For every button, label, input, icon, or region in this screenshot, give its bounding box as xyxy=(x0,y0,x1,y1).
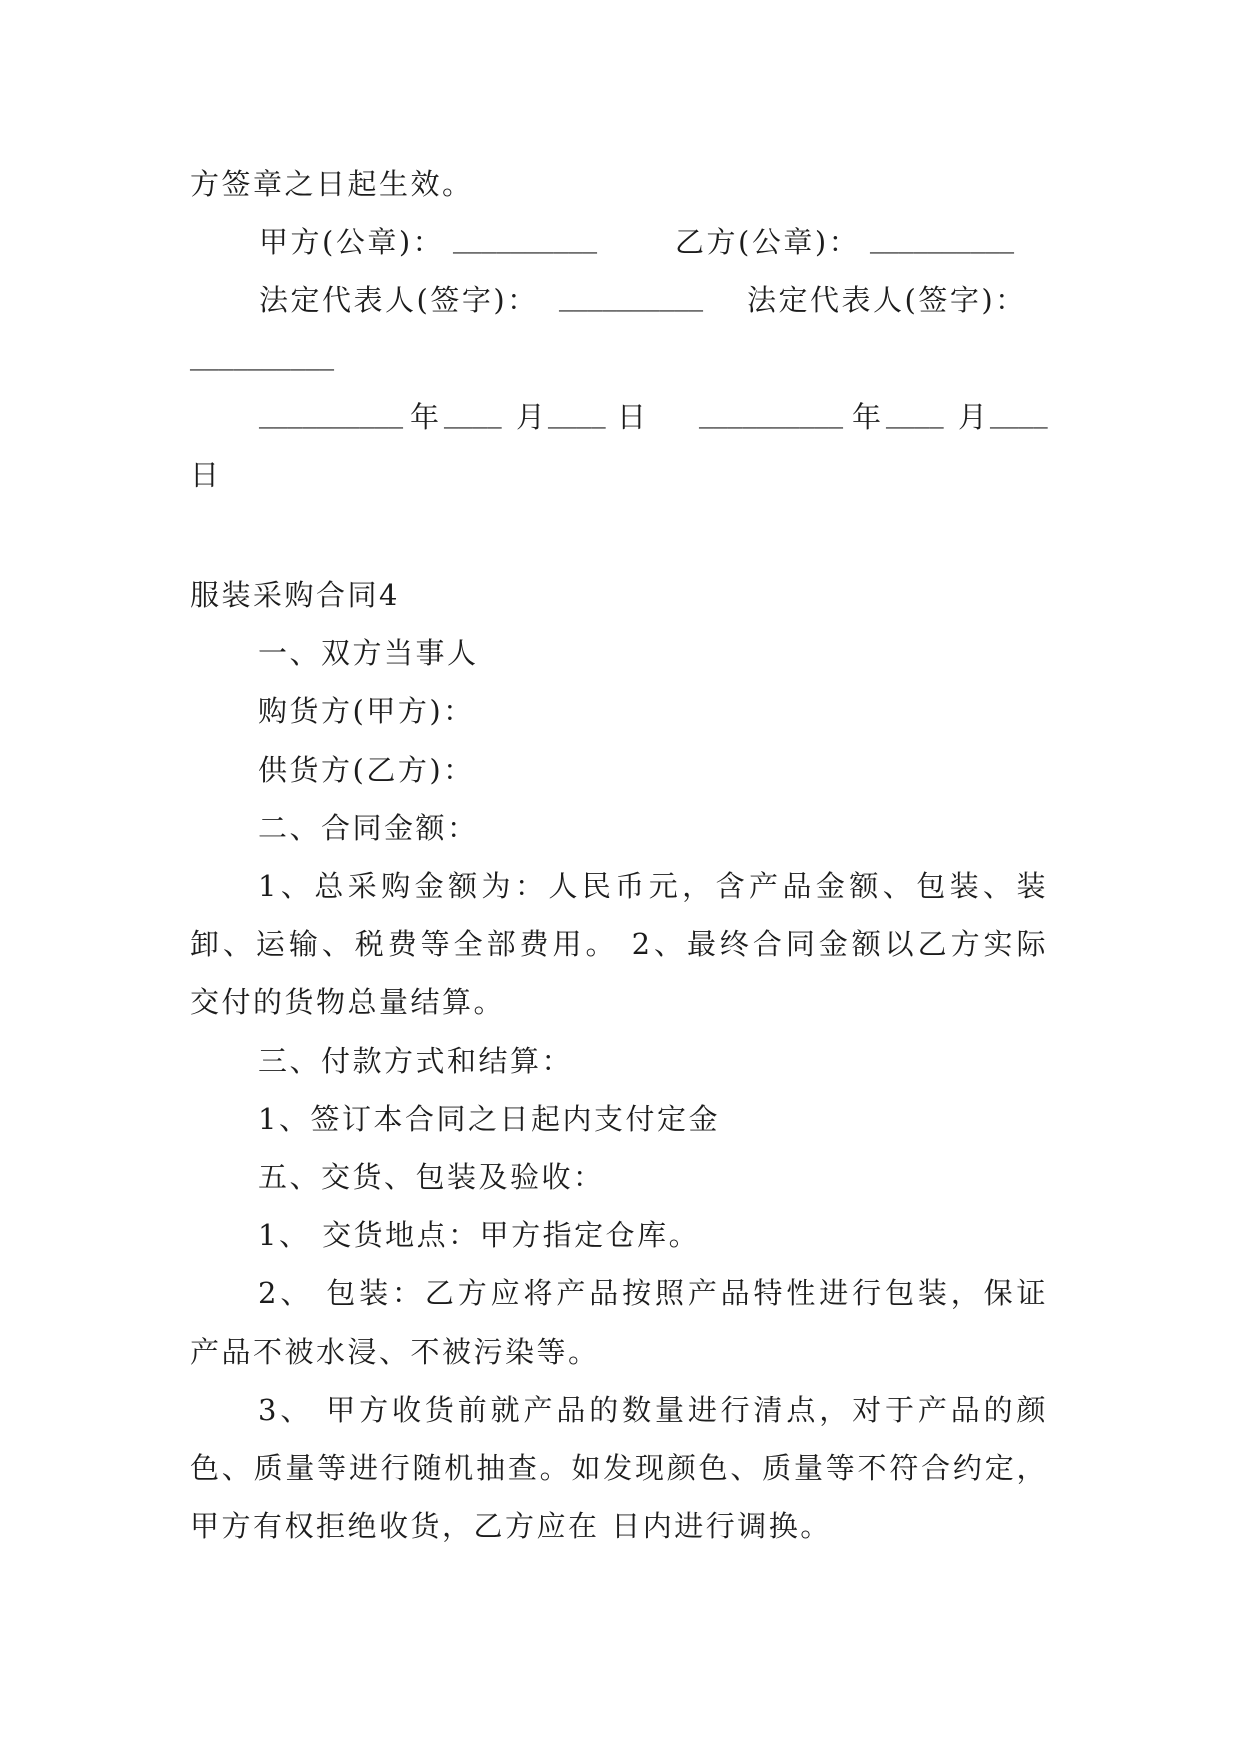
party-b-rep-blank: __________ xyxy=(190,349,335,376)
clause-amount-line: 卸、运输、税费等全部费用。 2、最终合同金额以乙方实际 xyxy=(190,927,1048,961)
section-heading-parties: 一、双方当事人 xyxy=(258,636,479,670)
buyer-field: 购货方(甲方)： xyxy=(258,694,475,728)
representative-row xyxy=(0,280,1241,320)
party-a-year-label: 年 xyxy=(410,400,442,434)
clause-packaging-line: 产品不被水浸、不被污染等。 xyxy=(190,1335,600,1369)
effective-clause-tail: 方签章之日起生效。 xyxy=(190,167,474,201)
party-a-month-blank: ____ xyxy=(444,407,502,434)
party-b-year-blank: __________ xyxy=(699,407,844,434)
party-b-day-label: 日 xyxy=(190,458,222,492)
party-b-day-blank: ____ xyxy=(990,407,1048,434)
party-a-rep-blank: __________ xyxy=(559,290,704,317)
party-b-seal-blank: __________ xyxy=(870,232,1015,259)
party-a-seal-blank: __________ xyxy=(453,232,598,259)
party-b-year-label: 年 xyxy=(852,400,884,434)
clause-amount-line: 交付的货物总量结算。 xyxy=(190,985,506,1019)
clause-inspection-line: 色、质量等进行随机抽查。如发现颜色、质量等不符合约定， xyxy=(190,1451,1048,1485)
party-a-seal-label: 甲方(公章)： xyxy=(259,225,445,259)
clause-packaging-line: 2、 包装：乙方应将产品按照产品特性进行包装，保证 xyxy=(258,1276,1048,1310)
clause-inspection-line: 3、 甲方收货前就产品的数量进行清点，对于产品的颜 xyxy=(258,1393,1048,1427)
party-b-month-label: 月 xyxy=(958,400,990,434)
party-a-year-blank: __________ xyxy=(259,407,404,434)
section-heading-delivery: 五、交货、包装及验收： xyxy=(258,1160,605,1194)
party-b-rep-label: 法定代表人(签字)： xyxy=(747,283,1027,317)
supplier-field: 供货方(乙方)： xyxy=(258,753,475,787)
party-a-day-blank: ____ xyxy=(548,407,606,434)
seal-row xyxy=(0,222,1241,262)
clause-payment-line: 1、签订本合同之日起内支付定金 xyxy=(258,1102,720,1136)
party-b-month-blank: ____ xyxy=(886,407,944,434)
section-heading-payment: 三、付款方式和结算： xyxy=(258,1044,574,1078)
clause-inspection-line: 甲方有权拒绝收货，乙方应在 日内进行调换。 xyxy=(190,1509,832,1543)
clause-amount-line: 1、总采购金额为：人民币元，含产品金额、包装、装 xyxy=(258,869,1048,903)
contract-title: 服装采购合同4 xyxy=(190,578,400,612)
clause-delivery-location: 1、 交货地点：甲方指定仓库。 xyxy=(258,1218,701,1252)
party-b-seal-label: 乙方(公章)： xyxy=(675,225,861,259)
party-a-day-label: 日 xyxy=(617,400,649,434)
representative-row-wrap xyxy=(0,339,1241,379)
party-a-rep-label: 法定代表人(签字)： xyxy=(259,283,539,317)
party-a-month-label: 月 xyxy=(516,400,548,434)
section-heading-amount: 二、合同金额： xyxy=(258,811,479,845)
date-row xyxy=(0,397,1241,437)
